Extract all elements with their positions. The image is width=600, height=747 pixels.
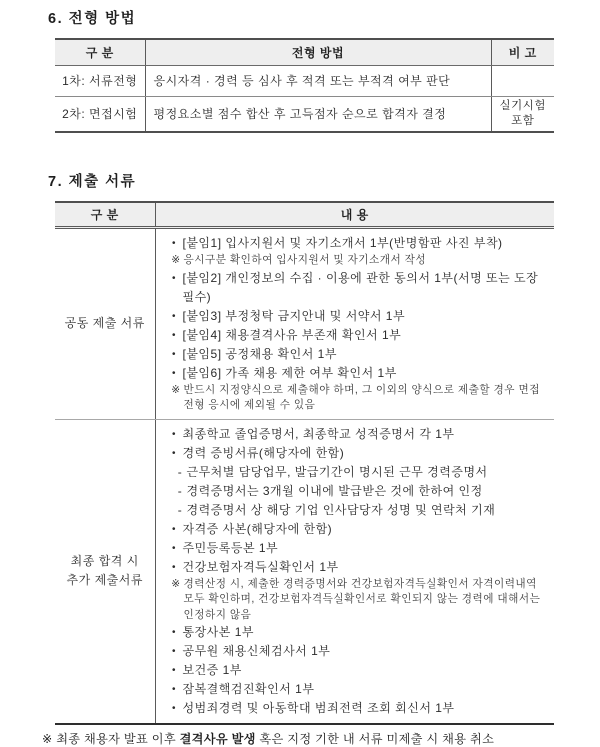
table1-header-note: 비 고 bbox=[491, 39, 554, 65]
note-line bbox=[160, 253, 549, 269]
bullet-marker: • bbox=[171, 329, 176, 341]
bullet-marker: • bbox=[171, 523, 176, 535]
selection-method-table bbox=[55, 38, 554, 133]
note-line bbox=[160, 383, 549, 414]
stage2-category: 2차: 면접시험 bbox=[55, 96, 145, 132]
bullet-line bbox=[160, 364, 549, 383]
bullet-marker: • bbox=[171, 348, 176, 360]
item-text: [붙임5] 공정채용 확인서 1부 bbox=[182, 346, 337, 361]
bullet-line bbox=[160, 623, 549, 642]
item-text: 공무원 채용신체검사서 1부 bbox=[182, 644, 331, 658]
bullet-line bbox=[160, 269, 549, 307]
bullet-marker: • bbox=[171, 703, 176, 714]
item-text: 경력증명서 상 해당 기업 인사담당자 성명 및 연락처 기재 bbox=[186, 502, 496, 517]
item-text: [붙임1] 입사지원서 및 자기소개서 1부(반명함판 사진 부착) bbox=[182, 236, 503, 250]
bullet-line bbox=[160, 661, 549, 680]
row-label-line: 추가 제출서류 bbox=[66, 573, 143, 588]
bullet-line bbox=[160, 680, 549, 699]
submission-documents-table bbox=[55, 201, 554, 726]
bullet-marker: • bbox=[171, 542, 176, 554]
bullet-marker: • bbox=[171, 684, 176, 695]
note-marker: ※ bbox=[171, 383, 181, 396]
stage1-note bbox=[491, 65, 554, 96]
bullet-marker: • bbox=[171, 447, 176, 459]
item-text: 보건증 1부 bbox=[182, 663, 242, 677]
bullet-marker: • bbox=[171, 367, 176, 379]
bullet-line bbox=[160, 642, 549, 661]
dash-line bbox=[160, 501, 549, 520]
stage1-method: 응시자격 · 경력 등 심사 후 적격 또는 부적격 여부 판단 bbox=[145, 65, 491, 96]
table2-header-content: 내 용 bbox=[155, 202, 554, 228]
bullet-line bbox=[160, 699, 549, 718]
footer-note-bold: 결격사유 발생 bbox=[179, 732, 256, 746]
item-text: 잠복결핵검진확인서 1부 bbox=[182, 682, 315, 696]
note-marker: ※ bbox=[171, 254, 181, 266]
item-text: 통장사본 1부 bbox=[182, 625, 254, 639]
item-text: 경력 증빙서류(해당자에 한함) bbox=[182, 445, 345, 460]
bullet-line bbox=[160, 345, 549, 364]
dash-line bbox=[160, 482, 549, 501]
bullet-line bbox=[160, 234, 549, 253]
bullet-marker: • bbox=[171, 646, 176, 657]
bullet-marker: • bbox=[171, 310, 176, 322]
bullet-marker: • bbox=[171, 272, 176, 284]
item-text: [붙임6] 가족 채용 제한 여부 확인서 1부 bbox=[182, 365, 397, 380]
stage1-category: 1차: 서류전형 bbox=[55, 65, 145, 96]
row-label-line: 공동 제출 서류 bbox=[64, 316, 145, 331]
item-text: 응시구분 확인하여 입사지원서 및 자기소개서 작성 bbox=[183, 254, 427, 266]
dash-line bbox=[160, 463, 549, 482]
table1-header-method: 전형 방법 bbox=[145, 39, 491, 65]
item-text: 주민등록등본 1부 bbox=[182, 540, 279, 555]
row-label-line: 최종 합격 시 bbox=[70, 554, 139, 569]
common-documents-label bbox=[55, 228, 155, 420]
item-text: [붙임4] 채용결격사유 부존재 확인서 1부 bbox=[182, 327, 402, 342]
bullet-marker: • bbox=[171, 627, 176, 638]
dash-marker: - bbox=[177, 502, 183, 517]
final-pass-documents-content bbox=[155, 419, 554, 724]
section6-title: 6. 전형 방법 bbox=[48, 11, 137, 27]
common-documents-content bbox=[155, 228, 554, 420]
bullet-line bbox=[160, 425, 549, 444]
bullet-marker: • bbox=[171, 238, 176, 249]
bullet-line bbox=[160, 520, 549, 539]
note-marker: ※ bbox=[171, 577, 181, 590]
item-text: 건강보험자격득실확인서 1부 bbox=[182, 559, 339, 574]
bullet-line bbox=[160, 558, 549, 577]
item-text: 경력산정 시, 제출한 경력증명서와 건강보험자격득실확인서 자격이력내역 모두 확인하며, 건강보험자격득실확인서로 확인되지 않는 경력에 대해서는 인정하지 않음 bbox=[183, 577, 541, 621]
section7-title: 7. 제출 서류 bbox=[48, 173, 137, 190]
item-text: [붙임3] 부정청탁 금지안내 및 서약서 1부 bbox=[182, 308, 406, 323]
footer-note-suffix: 혹은 지정 기한 내 서류 미제출 시 채용 취소 bbox=[255, 732, 495, 746]
table1-row-stage2 bbox=[55, 96, 554, 132]
dash-marker: - bbox=[177, 483, 183, 498]
item-text: 최종학교 졸업증명서, 최종학교 성적증명서 각 1부 bbox=[182, 426, 455, 441]
item-text: 경력증명서는 3개월 이내에 발급받은 것에 한하여 인정 bbox=[186, 483, 483, 498]
bullet-line bbox=[160, 539, 549, 558]
bullet-marker: • bbox=[171, 665, 176, 676]
item-text: 반드시 지정양식으로 제출해야 하며, 그 이외의 양식으로 제출할 경우 면접전형 응시에 제외될 수 있음 bbox=[183, 383, 540, 411]
item-text: 자격증 사본(해당자에 한함) bbox=[182, 521, 333, 536]
table1-row-stage1 bbox=[55, 65, 554, 96]
item-text: [붙임2] 개인정보의 수집 · 이용에 관한 동의서 1부(서명 또는 도장필수) bbox=[182, 270, 539, 304]
dash-marker: - bbox=[177, 464, 183, 479]
table1-header-row bbox=[55, 39, 554, 65]
footer-note-prefix: ※ 최종 채용자 발표 이후 bbox=[42, 732, 180, 746]
bullet-marker: • bbox=[171, 428, 176, 440]
stage2-note: 실기시험 포함 bbox=[491, 96, 554, 132]
table2-row-common-documents bbox=[55, 228, 554, 420]
item-text: 근무처별 담당업무, 발급기간이 명시된 근무 경력증명서 bbox=[186, 464, 488, 479]
item-text: 성범죄경력 및 아동학대 범죄전력 조회 회신서 1부 bbox=[182, 701, 455, 715]
final-pass-documents-label bbox=[55, 419, 155, 724]
table2-header-row bbox=[55, 202, 554, 228]
table2-row-final-pass-documents bbox=[55, 419, 554, 724]
bullet-line bbox=[160, 307, 549, 326]
table2-header-category: 구 분 bbox=[55, 202, 155, 228]
bullet-marker: • bbox=[171, 561, 176, 573]
table1-header-category: 구 분 bbox=[55, 39, 145, 65]
stage2-method: 평정요소별 점수 합산 후 고득점자 순으로 합격자 결정 bbox=[145, 96, 491, 132]
footer-note bbox=[42, 730, 600, 747]
note-line bbox=[160, 577, 549, 624]
bullet-line bbox=[160, 444, 549, 463]
bullet-line bbox=[160, 326, 549, 345]
